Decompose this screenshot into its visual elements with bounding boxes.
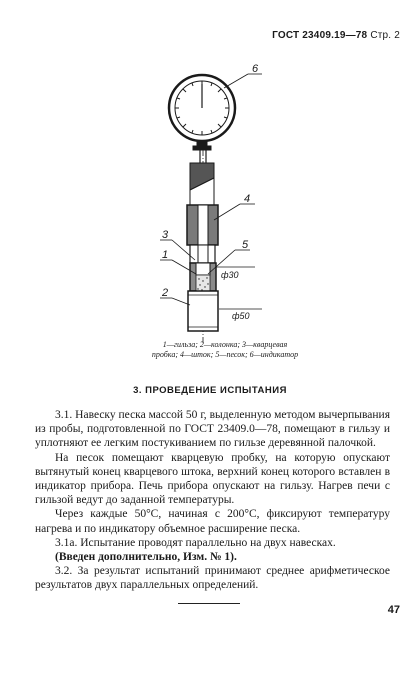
dimension-30: ф30 bbox=[221, 270, 239, 280]
body-text bbox=[35, 408, 390, 593]
paragraph-temperature: Через каждые 50°С, начиная с 200°С, фиксируют температуру нагрева и по индикатору объемное расширение песка. bbox=[35, 508, 390, 535]
page-label: Стр. 2 bbox=[370, 30, 400, 41]
dimension-50: ф50 bbox=[232, 311, 250, 321]
callout-5: 5 bbox=[242, 239, 249, 251]
rod-holder bbox=[187, 205, 218, 263]
divider bbox=[178, 603, 240, 604]
paragraph-sand: На песок помещают кварцевую пробку, на которую опускают вытянутый конец кварцевого штока, верхний конец которого вставлен в индикатор прибора. Печь прибора опускают на гильзу. Нагрев печи с гильзой ведут до заданной температуры. bbox=[35, 451, 390, 507]
amendment-note: (Введен дополнительно, Изм. № 1). bbox=[55, 551, 237, 564]
dial-indicator bbox=[169, 75, 235, 150]
callout-4: 4 bbox=[244, 193, 251, 205]
callout-2: 2 bbox=[162, 287, 169, 299]
callout-1: 1 bbox=[162, 249, 169, 261]
sleeve bbox=[190, 263, 216, 291]
figure-caption: 1—гильза; 2—колонка; 3—кварцевая пробка; 4—шток; 5—песок; 6—индикатор bbox=[151, 340, 299, 359]
paragraph-3-1a: 3.1а. Испытание проводят параллельно на двух навесках. bbox=[55, 536, 336, 549]
column bbox=[188, 291, 218, 331]
section-title: 3. ПРОВЕДЕНИЕ ИСПЫТАНИЯ bbox=[133, 385, 287, 396]
callout-6: 6 bbox=[252, 63, 259, 75]
paragraph-3-2: 3.2. За результат испытаний принимают среднее арифметическое результатов двух параллельных определений. bbox=[35, 565, 390, 592]
standard-number: ГОСТ 23409.19—78 bbox=[272, 30, 368, 41]
callout-3: 3 bbox=[162, 229, 169, 241]
paragraph-3-1: 3.1. Навеску песка массой 50 г, выделенную методом вычерпывания из пробы, подготовленной по ГОСТ 23409.0—78, помещают в гильзу и уплотняют ее легким постукиванием по гильзе деревянной палочкой. bbox=[35, 409, 390, 450]
page-number: 47 bbox=[387, 604, 400, 616]
